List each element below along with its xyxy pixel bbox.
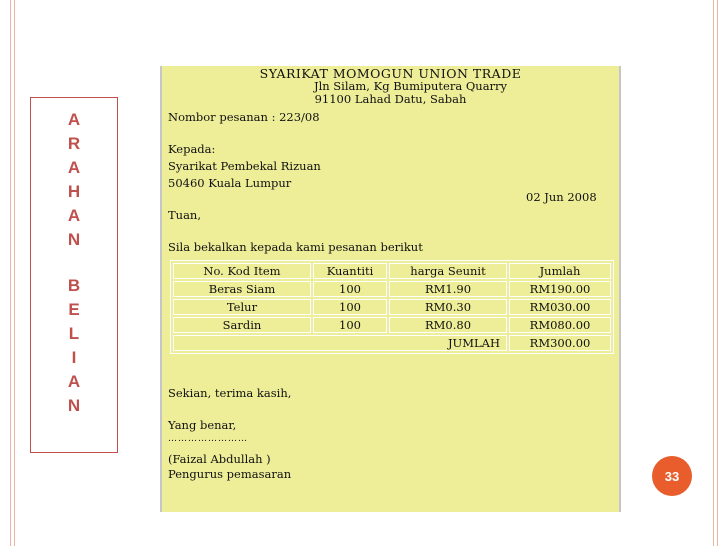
title-letter: N (67, 396, 81, 415)
company-address-line2: 91100 Lahad Datu, Sabah (314, 92, 467, 106)
slide-number: 33 (664, 468, 680, 484)
slide-border-right (713, 0, 718, 546)
table-cell: RM1.90 (389, 281, 507, 297)
total-value: RM300.00 (509, 335, 611, 351)
table-row (173, 281, 611, 297)
title-letter: H (67, 182, 81, 201)
table-cell: Telur (173, 299, 311, 315)
letter-date: 02 Jun 2008 (526, 190, 597, 204)
title-letter: N (67, 230, 81, 249)
yours-text: Yang benar, (168, 418, 237, 432)
table-header: Jumlah (509, 263, 611, 279)
table-cell: 100 (313, 299, 387, 315)
company-address-line1: Jln Silam, Kg Bumiputera Quarry (313, 79, 508, 93)
closing-text: Sekian, terima kasih, (168, 386, 292, 400)
title-letter: A (67, 110, 81, 129)
title-letter: E (68, 300, 80, 319)
title-gap (31, 252, 117, 274)
vertical-title (31, 108, 117, 418)
recipient-address: 50460 Kuala Lumpur (168, 176, 292, 190)
recipient-name: Syarikat Pembekal Rizuan (168, 159, 321, 173)
intro-text: Sila bekalkan kepada kami pesanan berikut (168, 240, 423, 254)
table-cell: 100 (313, 317, 387, 333)
title-letter: A (67, 372, 81, 391)
total-label: JUMLAH (173, 335, 507, 351)
table-header: No. Kod Item (173, 263, 311, 279)
vertical-title-box (30, 97, 118, 453)
title-letter: L (68, 324, 80, 343)
order-table (170, 260, 614, 354)
purchase-order-letter (160, 66, 621, 512)
table-cell: 100 (313, 281, 387, 297)
table-row (173, 317, 611, 333)
signature-line: …………………… (168, 434, 248, 444)
table-cell: RM0.30 (389, 299, 507, 315)
signatory-name: (Faizal Abdullah ) (168, 452, 271, 466)
salutation: Tuan, (168, 208, 201, 222)
title-letter: A (67, 158, 81, 177)
company-name: SYARIKAT MOMOGUN UNION TRADE (259, 66, 522, 81)
title-letter: R (67, 134, 81, 153)
title-letter: I (71, 348, 77, 367)
table-header-row (173, 263, 611, 279)
to-label: Kepada: (168, 142, 216, 156)
title-letter: B (67, 276, 81, 295)
table-cell: Beras Siam (173, 281, 311, 297)
table-cell: RM080.00 (509, 317, 611, 333)
slide-border-left (10, 0, 15, 546)
slide-number-badge (652, 456, 692, 496)
table-cell: RM190.00 (509, 281, 611, 297)
table-header: harga Seunit (389, 263, 507, 279)
table-cell: Sardin (173, 317, 311, 333)
table-header: Kuantiti (313, 263, 387, 279)
table-cell: RM030.00 (509, 299, 611, 315)
signatory-position: Pengurus pemasaran (168, 467, 292, 481)
table-total-row (173, 335, 611, 351)
table-cell: RM0.80 (389, 317, 507, 333)
order-number: Nombor pesanan : 223/08 (168, 110, 320, 124)
table-row (173, 299, 611, 315)
title-letter: A (67, 206, 81, 225)
